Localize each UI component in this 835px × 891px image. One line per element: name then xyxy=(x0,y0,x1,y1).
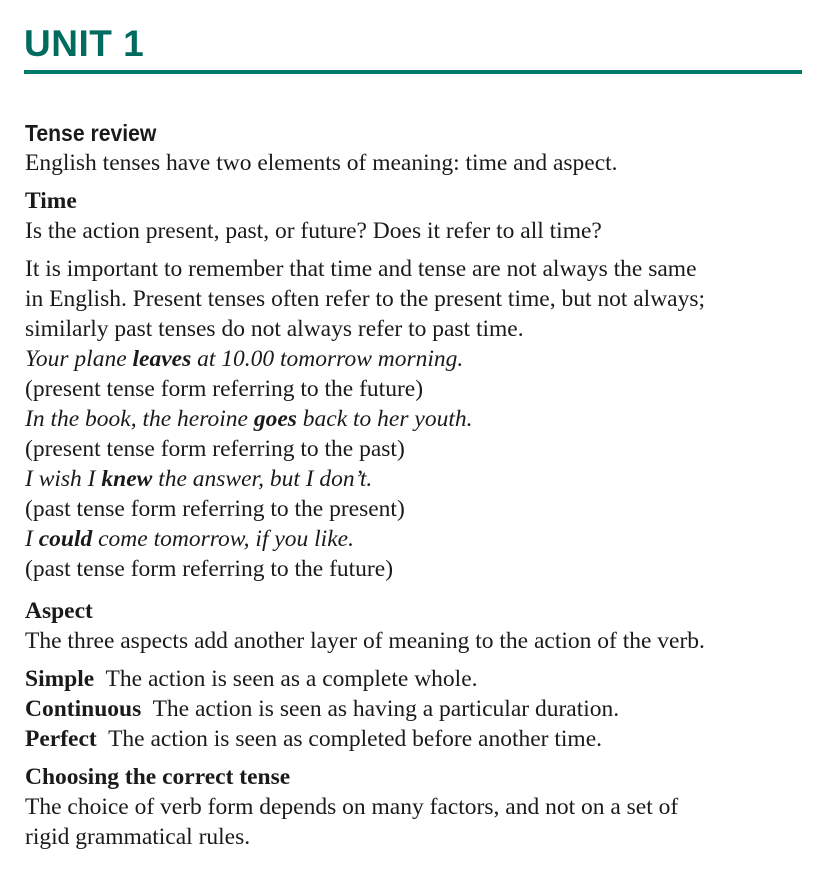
aspect-section xyxy=(25,596,815,754)
time-body-line: similarly past tenses do not always refer to past time. xyxy=(25,316,524,342)
aspect-term: Perfect xyxy=(25,726,97,752)
page-content xyxy=(25,118,815,852)
example-verb: leaves xyxy=(132,346,192,372)
aspect-heading: Aspect xyxy=(25,598,93,624)
spacer xyxy=(25,178,815,186)
spacer xyxy=(25,584,815,596)
spacer xyxy=(25,656,815,664)
example-note: (present tense form referring to the future) xyxy=(25,376,424,402)
example-note: (past tense form referring to the future) xyxy=(25,556,394,582)
aspect-description: The action is seen as a complete whole. xyxy=(105,666,478,692)
example-verb: could xyxy=(38,526,93,552)
aspect-description: The action is seen as completed before another time. xyxy=(108,726,603,752)
example-sentence xyxy=(25,524,815,554)
aspect-description: The action is seen as having a particular duration. xyxy=(152,696,620,722)
example-text: at 10.00 tomorrow morning. xyxy=(191,346,464,372)
time-body-line: in English. Present tenses often refer to the present time, but not always; xyxy=(25,286,706,312)
example-text: back to her youth. xyxy=(296,406,473,432)
time-section xyxy=(25,186,815,584)
section-intro: English tenses have two elements of meaning: time and aspect. xyxy=(25,150,618,176)
section-title: Tense review xyxy=(25,120,157,146)
time-heading: Time xyxy=(25,188,77,214)
example-note: (present tense form referring to the past) xyxy=(25,436,405,462)
example-verb: goes xyxy=(253,406,297,432)
choosing-body-line: The choice of verb form depends on many factors, and not on a set of xyxy=(25,794,679,820)
aspect-term: Continuous xyxy=(25,696,142,722)
example-note: (past tense form referring to the present) xyxy=(25,496,405,522)
example-sentence xyxy=(25,344,815,374)
example-verb: knew xyxy=(101,466,153,492)
unit-title: UNIT 1 xyxy=(24,23,145,64)
aspect-item xyxy=(25,664,815,694)
choosing-section xyxy=(25,762,815,852)
choosing-body-line: rigid grammatical rules. xyxy=(25,824,251,850)
spacer xyxy=(25,246,815,254)
example-text: come tomorrow, if you like. xyxy=(92,526,354,552)
time-body-line: It is important to remember that time and tense are not always the same xyxy=(25,256,697,282)
aspect-term: Simple xyxy=(25,666,95,692)
example-sentence xyxy=(25,404,815,434)
title-underline-rule xyxy=(24,70,802,74)
example-text: the answer, but I don’t. xyxy=(152,466,373,492)
aspect-item xyxy=(25,724,815,754)
example-text: I wish I xyxy=(25,466,102,492)
time-question: Is the action present, past, or future? Does it refer to all time? xyxy=(25,218,602,244)
example-text: Your plane xyxy=(25,346,133,372)
choosing-heading: Choosing the correct tense xyxy=(25,764,291,790)
example-text: In the book, the heroine xyxy=(25,406,254,432)
example-text: I xyxy=(25,526,39,552)
aspect-item xyxy=(25,694,815,724)
aspect-intro: The three aspects add another layer of meaning to the action of the verb. xyxy=(25,628,705,654)
spacer xyxy=(25,754,815,762)
example-sentence xyxy=(25,464,815,494)
